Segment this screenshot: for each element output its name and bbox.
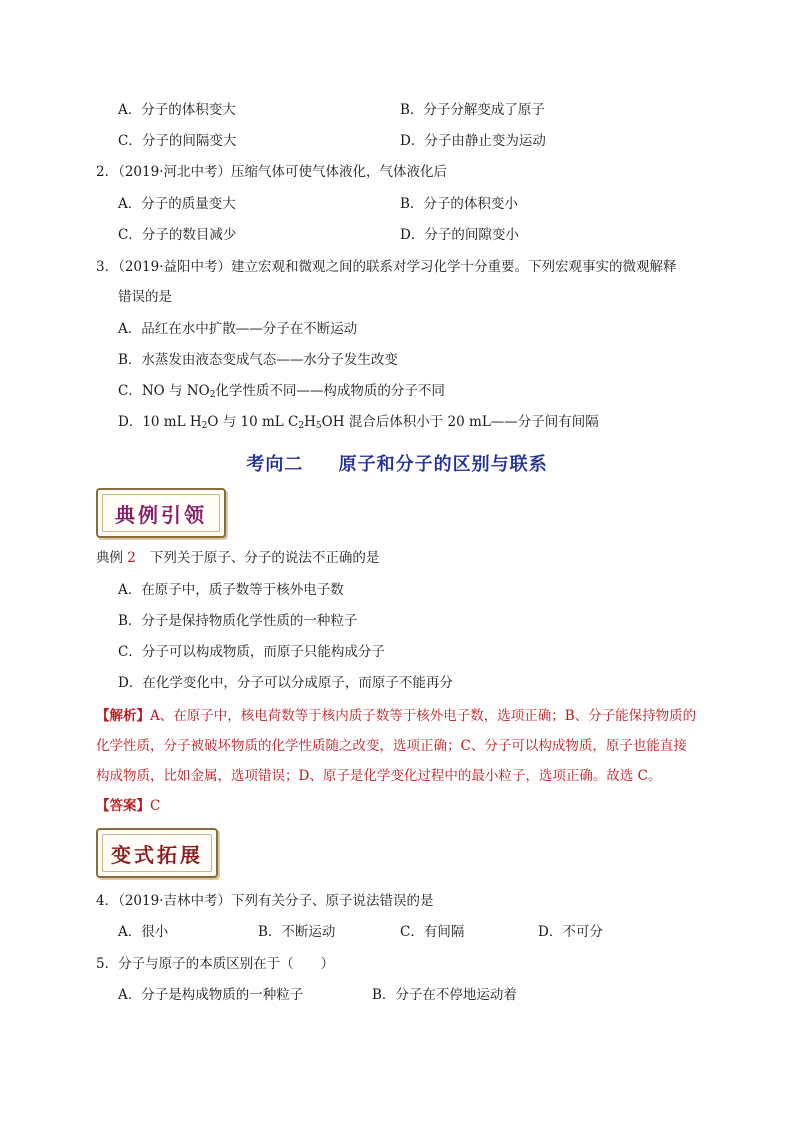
q5-option-a: A．分子是构成物质的一种粒子 [118, 987, 304, 1003]
q5-option-b: B．分子在不停地运动着 [372, 987, 517, 1003]
q3-option-c [118, 381, 445, 405]
q2-stem: 2．（2019·河北中考）压缩气体可使气体液化，气体液化后 [96, 164, 447, 180]
example-option-c: C．分子可以构成物质，而原子只能构成分子 [118, 644, 385, 660]
example-option-d: D．在化学变化中，分子可以分成原子，而原子不能再分 [118, 675, 453, 691]
q5-stem: 5．分子与原子的本质区别在于（ ） [96, 956, 335, 972]
answer-line [96, 796, 160, 816]
example-question: 下列关于原子、分子的说法不正确的是 [149, 550, 380, 566]
q3-option-c-sub: 2 [209, 390, 216, 400]
example-badge-text: 典例引领 [102, 494, 220, 532]
example-label: 典例 [96, 550, 128, 566]
q4-option-a: A．很小 [118, 924, 169, 940]
q3-option-c-pre: C．NO 与 NO [118, 383, 210, 399]
q4-stem: 4．（2019·吉林中考）下列有关分子、原子说法错误的是 [96, 893, 434, 909]
analysis-tag: 【解析】 [96, 708, 150, 724]
q3-option-d [118, 412, 599, 436]
q4-option-c: C．有间隔 [400, 924, 465, 940]
q2-option-b: B．分子的体积变小 [400, 196, 518, 212]
analysis-text: A、在原子中，核电荷数等于核内质子数等于核外电子数，选项正确；B、分子能保持物质的化学性质，分子被破坏物质的化学性质随之改变，选项正确；C、分子可以构成物质，原子也能直接构成物质，比如金属，选项错误；D、原子是化学变化过程中的最小粒子，选项正确。故选 C。 [96, 708, 697, 784]
q1-option-a: A．分子的体积变大 [118, 102, 236, 118]
answer-value: C [150, 798, 161, 814]
q2-option-d: D．分子的间隙变小 [400, 227, 519, 243]
example-badge [96, 488, 226, 538]
q4-option-d: D．不可分 [538, 924, 603, 940]
q3-option-d-part3: H [304, 414, 316, 430]
q3-option-a: A．品红在水中扩散——分子在不断运动 [118, 321, 358, 337]
q4-option-b: B．不断运动 [258, 924, 336, 940]
example-number: 2 [127, 550, 136, 566]
section-title-text: 原子和分子的区别与联系 [338, 454, 548, 475]
example-option-b: B．分子是保持物质化学性质的一种粒子 [118, 613, 358, 629]
q3-option-d-sub1: 2 [201, 421, 208, 431]
variation-badge [96, 828, 218, 878]
example-option-a: A．在原子中，质子数等于核外电子数 [118, 582, 344, 598]
q1-option-d: D．分子由静止变为运动 [400, 133, 546, 149]
q3-option-d-sub3: 5 [315, 421, 322, 431]
q1-option-c: C．分子的间隔变大 [118, 133, 237, 149]
q2-option-a: A．分子的质量变大 [118, 196, 236, 212]
analysis-paragraph [96, 701, 698, 791]
q3-option-b: B．水蒸发由液态变成气态——水分子发生改变 [118, 352, 398, 368]
q2-option-c: C．分子的数目减少 [118, 227, 237, 243]
section-heading [0, 450, 794, 476]
q1-option-b: B．分子分解变成了原子 [400, 102, 545, 118]
q3-option-d-part1: D．10 mL H [118, 414, 202, 430]
q3-option-d-sub2: 2 [298, 421, 305, 431]
q3-stem-line1: 3．（2019·益阳中考）建立宏观和微观之间的联系对学习化学十分重要。下列宏观事实的微观解释 [96, 259, 677, 275]
answer-tag: 【答案】 [96, 798, 150, 814]
q3-option-c-post: 化学性质不同——构成物质的分子不同 [215, 383, 445, 399]
q3-option-d-part2: O 与 10 mL C [207, 414, 299, 430]
example-stem [96, 548, 379, 568]
q3-stem-line2: 错误的是 [118, 289, 172, 305]
variation-badge-text: 变式拓展 [102, 834, 212, 872]
section-label: 考向二 [246, 454, 304, 475]
q3-option-d-part4: OH 混合后体积小于 20 mL——分子间有间隔 [321, 414, 599, 430]
